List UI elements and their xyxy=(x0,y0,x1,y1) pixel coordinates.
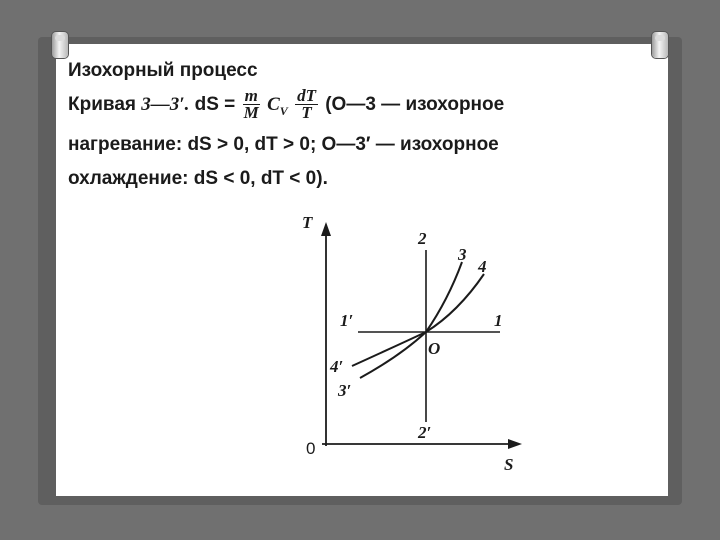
label-3p: 3′ xyxy=(338,381,352,400)
frac1-denominator: M xyxy=(243,103,259,123)
label-3: 3 xyxy=(458,245,467,264)
frac2-numerator: dT xyxy=(297,86,316,106)
origin-label: 0 xyxy=(306,439,316,458)
text-line-2: нагревание: dS > 0, dT > 0; O—3′ — изохорное xyxy=(68,133,499,155)
line1-suffix: (O—3 — изохорное xyxy=(325,94,505,115)
line1-curve: 3—3′. xyxy=(141,94,190,115)
line1-cv: C xyxy=(267,94,280,115)
label-1: 1 xyxy=(494,311,503,330)
label-4: 4 xyxy=(478,257,487,276)
label-1p: 1′ xyxy=(340,311,354,330)
label-4p: 4′ xyxy=(330,357,344,376)
point-o-label: O xyxy=(428,339,441,358)
frac1-numerator: m xyxy=(244,86,258,106)
page-title: Изохорный процесс xyxy=(68,60,258,81)
line1-cv-sub: V xyxy=(279,103,288,118)
label-2: 2 xyxy=(418,229,427,248)
line1-ds: dS = xyxy=(194,94,236,115)
label-2p: 2′ xyxy=(418,423,432,442)
frac2-denominator: T xyxy=(301,103,312,123)
curve-3p-3 xyxy=(360,262,462,378)
t-axis-arrow xyxy=(321,222,331,236)
line1-prefix: Кривая xyxy=(68,94,136,115)
curve-4p-4 xyxy=(352,274,484,366)
text-line-3: охлаждение: dS < 0, dT < 0). xyxy=(68,167,328,189)
t-axis-label: T xyxy=(302,213,313,232)
s-axis-arrow xyxy=(508,439,522,449)
s-axis-label: S xyxy=(504,455,514,474)
